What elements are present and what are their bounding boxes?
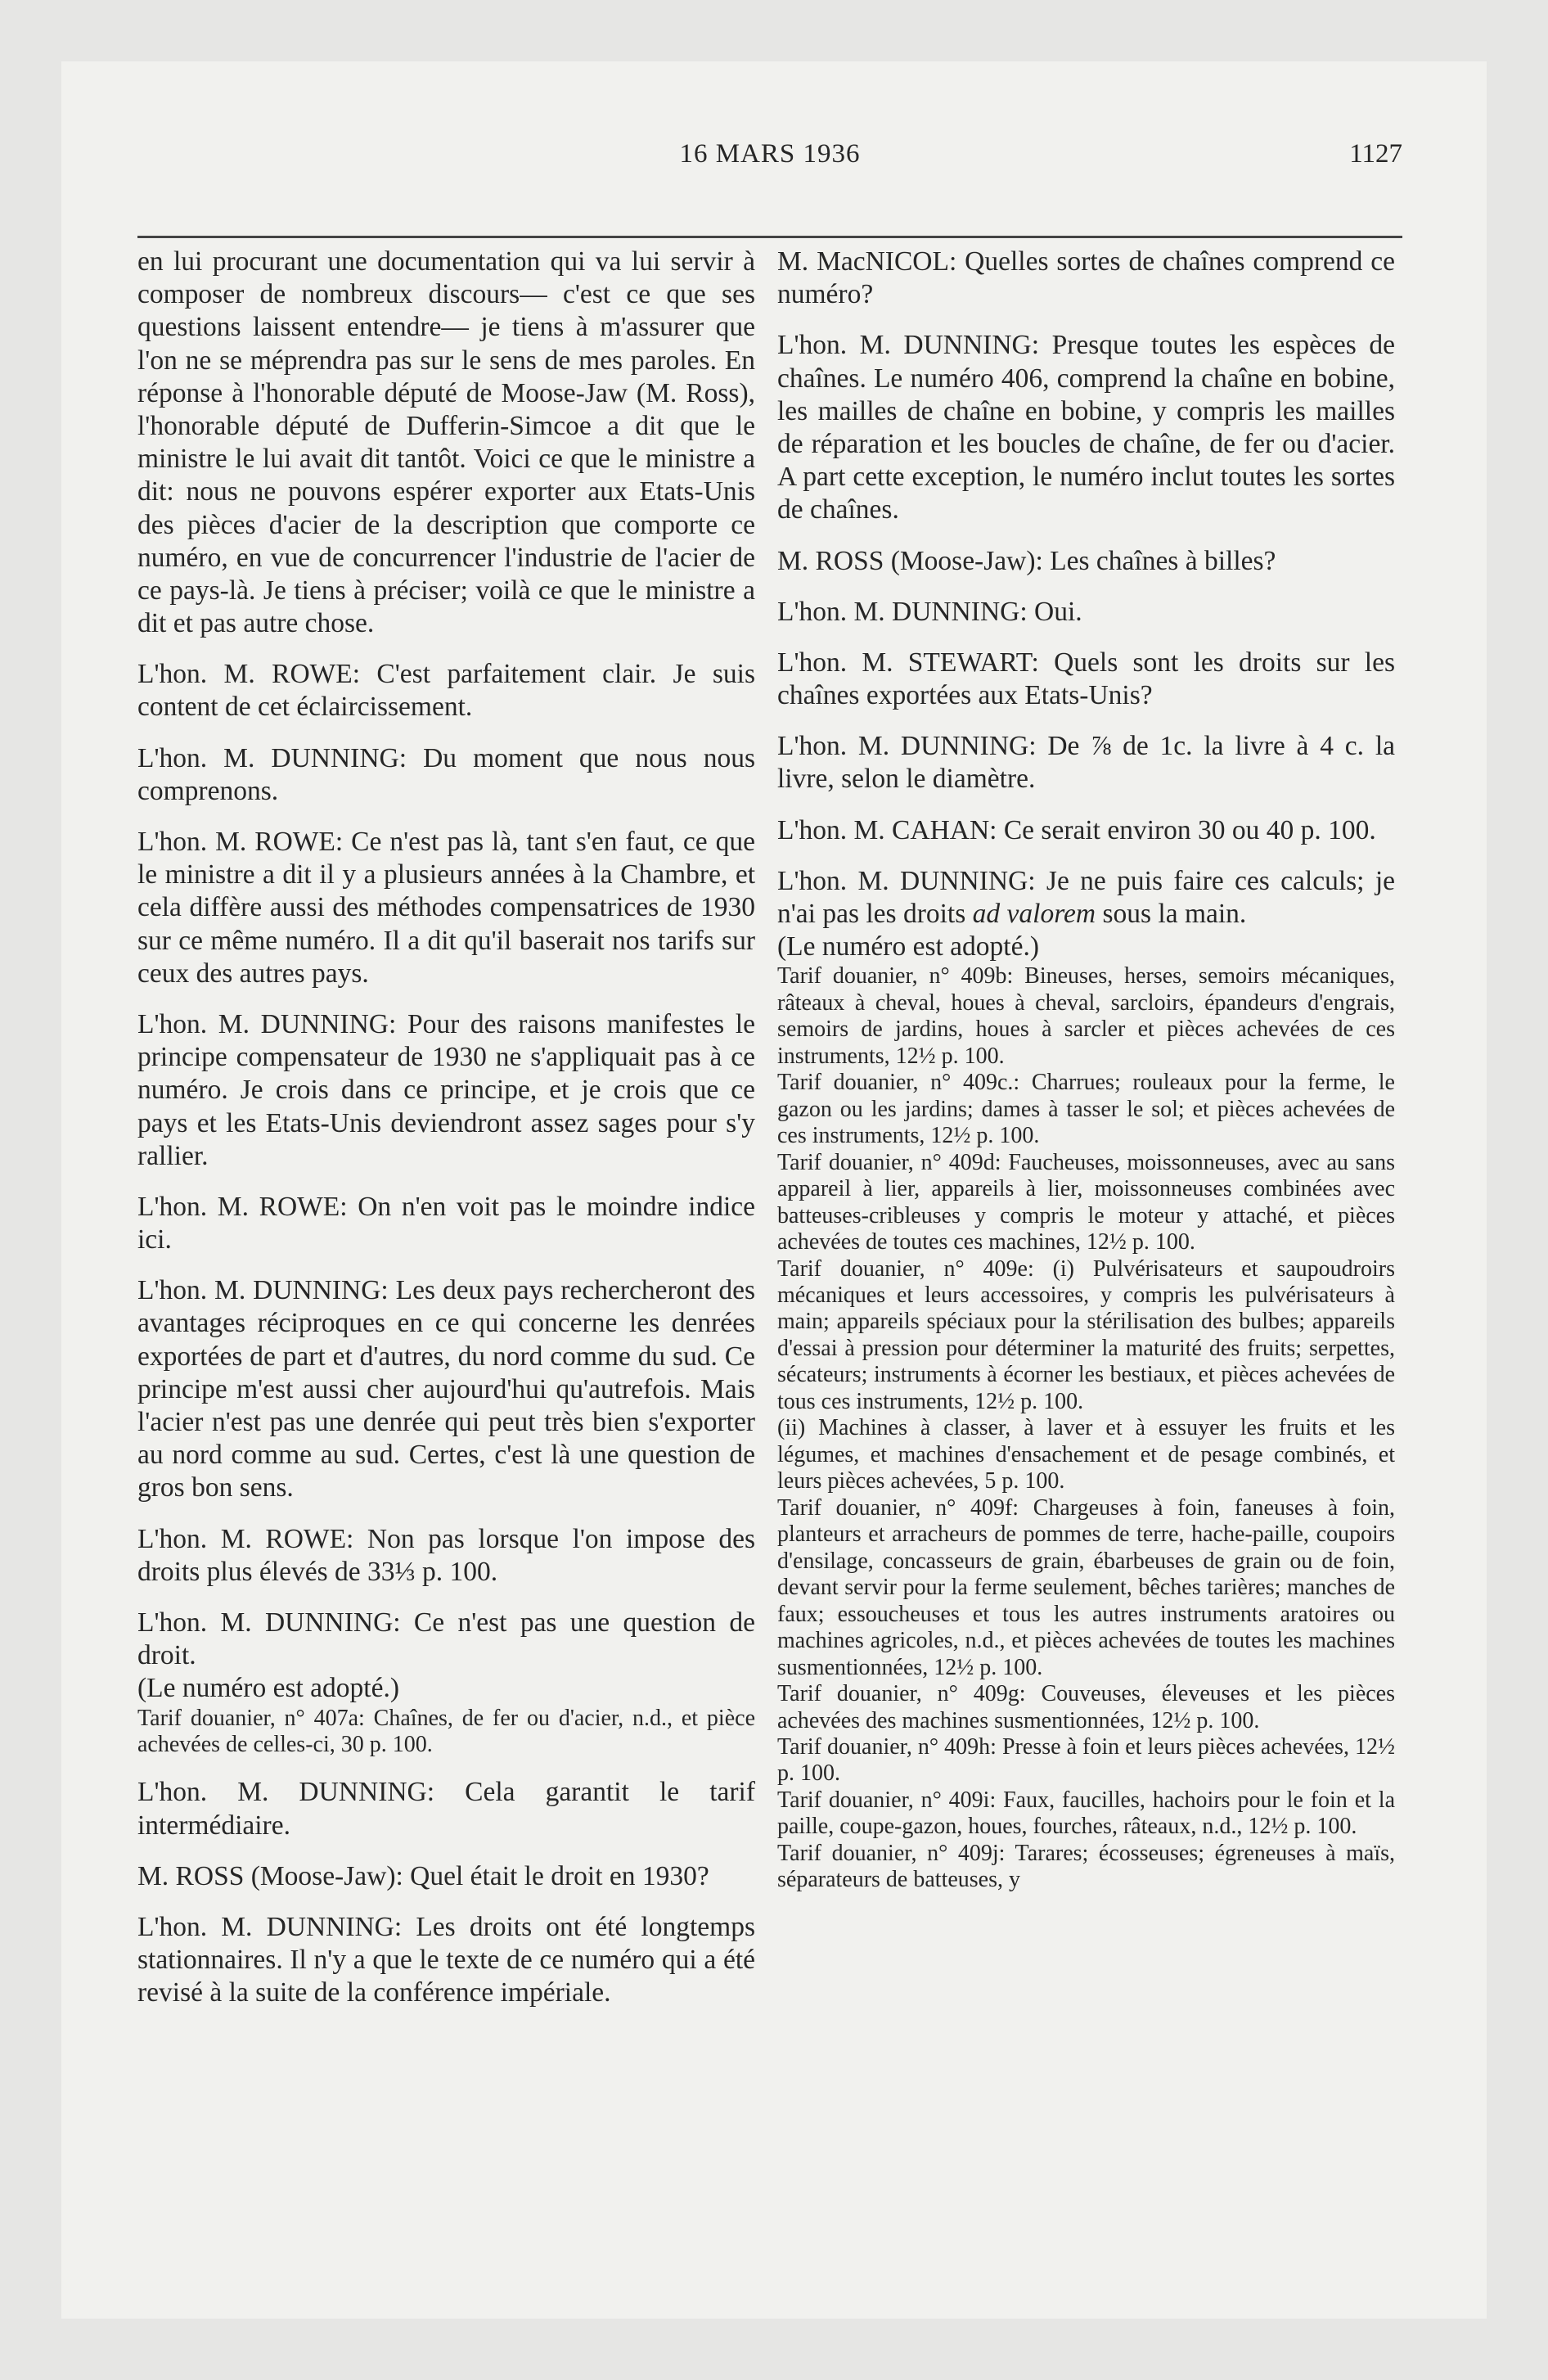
- tariff-item: Tarif douanier, n° 407a: Chaînes, de fer ou d'acier, n.d., et pièce achevées de celles-ci, 30 p. 100.: [137, 1705, 755, 1757]
- page-header: [137, 121, 1402, 178]
- right-column: [777, 246, 1395, 1894]
- tariff-item: Tarif douanier, n° 409f: Chargeuses à foin, faneuses à foin, planteurs et arracheurs de pommes de terre, hache-paille, coupoirs d'ensilage, concasseurs de grain, ébarbeuses de grain ou de foin, devant servir pour la ferme seulement, bêches tarières; manches de faux; essoucheuses et tous les autres instruments aratoires ou machines agricoles, n.d., et pièces achevées de toutes les machines susmentionnées, 12½ p. 100.: [777, 1494, 1395, 1680]
- paragraph: L'hon. M. ROWE: On n'en voit pas le moindre indice ici.: [137, 1191, 755, 1255]
- page-date: 16 MARS 1936: [679, 139, 861, 169]
- paragraph: M. ROSS (Moose-Jaw): Quel était le droit en 1930?: [137, 1860, 709, 1891]
- tariff-item: Tarif douanier, n° 409b: Bineuses, herses, semoirs mécaniques, râteaux à cheval, houes à cheval, sarcloirs, épandeurs d'engrais, semoirs de jardins, houes à sarcler et pièces achevées de ces instruments, 12½ p. 100.: [777, 963, 1395, 1069]
- tariff-item: Tarif douanier, n° 409d: Faucheuses, moissonneuses, avec au sans appareil à lier, appareils à lier, moissonneuses combinées avec batteuses-cribleuses y compris le moteur y attaché, et pièces achevées de toutes ces machines, 12½ p. 100.: [777, 1149, 1395, 1255]
- reply-text: sous la main.: [1102, 899, 1247, 929]
- paragraph: L'hon. M. ROWE: C'est parfaitement clair. Je suis content de cet éclaircissement.: [137, 659, 755, 723]
- paragraph: L'hon. M. DUNNING: De ⅞ de 1c. la livre à 4 c. la livre, selon le diamètre.: [777, 731, 1395, 795]
- page-number: 1127: [1349, 139, 1402, 169]
- italic-term: ad valorem: [972, 899, 1096, 929]
- paragraph: L'hon. M. DUNNING: Ce n'est pas une question de droit.: [137, 1607, 755, 1671]
- paragraph: M. ROSS (Moose-Jaw): Les chaînes à billes?: [777, 545, 1276, 576]
- tariff-item: Tarif douanier, n° 409h: Presse à foin et leurs pièces achevées, 12½ p. 100.: [777, 1733, 1395, 1787]
- paragraph: L'hon. M. DUNNING: Les droits ont été longtemps stationnaires. Il n'y a que le texte de ce numéro qui a été revisé à la suite de la conférence impériale.: [137, 1912, 755, 2008]
- paragraph: L'hon. M. DUNNING: Pour des raisons manifestes le principe compensateur de 1930 ne s'appliquait pas à ce numéro. Je crois dans ce principe, et je crois que ce pays et les Etats-Unis deviendront assez sages pour s'y rallier.: [137, 1008, 755, 1171]
- left-column: [137, 246, 755, 2010]
- paragraph: L'hon. M. DUNNING: Presque toutes les espèces de chaînes. Le numéro 406, comprend la chaîne en bobine, les mailles de chaîne en bobine, y compris les mailles de réparation et les boucles de chaîne, de fer ou d'acier. A part cette exception, le numéro inclut toutes les sortes de chaînes.: [777, 330, 1395, 525]
- paragraph: L'hon. M. STEWART: Quels sont les droits sur les chaînes exportées aux Etats-Unis?: [777, 647, 1395, 711]
- paragraph: L'hon. M. DUNNING: Du moment que nous nous comprenons.: [137, 742, 755, 806]
- paragraph: L'hon. M. DUNNING: Oui.: [777, 596, 1082, 627]
- header-rule: [137, 236, 1402, 238]
- paragraph: M. MacNICOL: Quelles sortes de chaînes comprend ce numéro?: [777, 246, 1395, 310]
- tariff-item: Tarif douanier, n° 409e: (i) Pulvérisateurs et saupoudroirs mécaniques et leurs accessoires, y compris les pulvérisateurs à main; appareils spéciaux pour la stérilisation des bulbes; appareils d'essai à pression pour déterminer la maturité des fruits; serpettes, sécateurs; instruments à écorner les bestiaux, et pièces achevées de tous ces instruments, 12½ p. 100.: [777, 1255, 1395, 1414]
- paragraph: [777, 865, 1395, 931]
- paragraph: L'hon. M. ROWE: Non pas lorsque l'on impose des droits plus élevés de 33⅓ p. 100.: [137, 1523, 755, 1587]
- paragraph: L'hon. M. DUNNING: Cela garantit le tarif intermédiaire.: [137, 1777, 755, 1841]
- adopted-note: (Le numéro est adopté.): [777, 931, 1039, 962]
- paragraph: en lui procurant une documentation qui va lui servir à composer de nombreux discours— c'est ce que ses questions laissent entendre— je tiens à m'assurer que l'on ne se méprendra pas sur le sens de mes paroles. En réponse à l'honorable député de Moose-Jaw (M. Ross), l'honorable député de Dufferin-Simcoe a dit que le ministre le lui avait dit tantôt. Voici ce que le ministre a dit: nous ne pouvons espérer exporter aux Etats-Unis des pièces d'acier de la description que comporte ce numéro, en vue de concurrencer l'industrie de l'acier de ce pays-là. Je tiens à préciser; voilà ce que le ministre a dit et pas autre chose.: [137, 246, 755, 639]
- tariff-item: Tarif douanier, n° 409i: Faux, faucilles, hachoirs pour le foin et la paille, coupe-gazon, houes, fourches, râteaux, n.d., 12½ p. 100.: [777, 1787, 1395, 1840]
- tariff-item: (ii) Machines à classer, à laver et à essuyer les fruits et les légumes, et machines d'ensachement et de pesage combinés, et leurs pièces achevées, 5 p. 100.: [777, 1415, 1395, 1494]
- tariff-item: Tarif douanier, n° 409g: Couveuses, éleveuses et les pièces achevées des machines susmentionnées, 12½ p. 100.: [777, 1681, 1395, 1733]
- reply-text: L'hon. M. DUNNING: Je ne puis faire ces calculs; je n'ai pas les droits: [777, 865, 1395, 929]
- tariff-item: Tarif douanier, n° 409c.: Charrues; rouleaux pour la ferme, le gazon ou les jardins; dames à tasser le sol; et pièces achevées de ces instruments, 12½ p. 100.: [777, 1070, 1395, 1149]
- adopted-note: (Le numéro est adopté.): [137, 1673, 399, 1704]
- paragraph: L'hon. M. DUNNING: Les deux pays rechercheront des avantages réciproques en ce qui concerne les denrées exportées de part et d'autres, du nord comme du sud. Ce principe m'est aussi cher aujourd'hui qu'autrefois. Mais l'acier n'est pas une denrée qui peut très bien s'exporter au nord comme au sud. Certes, c'est là une question de gros bon sens.: [137, 1275, 755, 1503]
- tariff-item: Tarif douanier, n° 409j: Tarares; écosseuses; égreneuses à maïs, séparateurs de batteuses, y: [777, 1840, 1395, 1893]
- paragraph: L'hon. M. CAHAN: Ce serait environ 30 ou 40 p. 100.: [777, 814, 1376, 845]
- paragraph: L'hon. M. ROWE: Ce n'est pas là, tant s'en faut, ce que le ministre a dit il y a plusieurs années à la Chambre, et cela diffère aussi des méthodes compensatrices de 1930 sur ce même numéro. Il a dit qu'il baserait nos tarifs sur ceux des autres pays.: [137, 827, 755, 989]
